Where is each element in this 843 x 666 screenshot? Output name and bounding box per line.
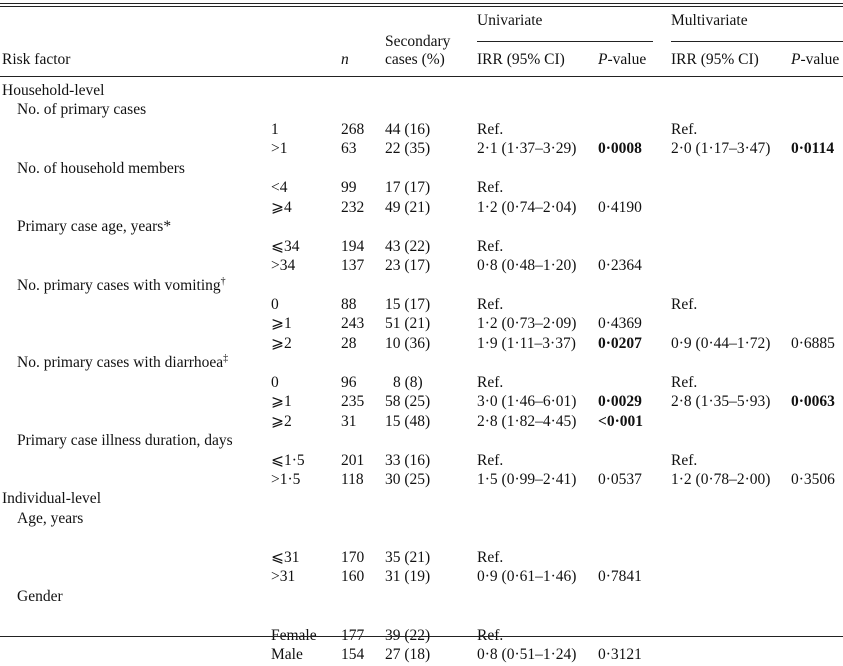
factor-row (0, 101, 843, 121)
table-row (0, 257, 843, 277)
p-value-univariate-cell: 0·4369 (598, 315, 642, 333)
level-cell: 0 (271, 295, 279, 313)
table-row (0, 646, 843, 666)
p-value-univariate-cell: 0·7841 (598, 568, 642, 586)
level-cell: ⩾1 (271, 315, 292, 333)
header-secondary-line1: Secondary (385, 33, 451, 50)
p-value-univariate-cell: 0·0029 (598, 393, 642, 411)
top-rule-1 (0, 3, 843, 4)
factor-row (0, 277, 843, 297)
table-row (0, 549, 843, 569)
secondary-cases-cell: 49 (21) (385, 198, 431, 216)
p-value-multivariate-cell: 0·0114 (791, 140, 835, 158)
header-irr-multivariate: IRR (95% CI) (671, 51, 759, 68)
secondary-cases-cell: 27 (18) (385, 646, 431, 664)
n-cell: 118 (341, 471, 364, 488)
factor-label: Gender (17, 587, 63, 605)
secondary-cases-cell: 10 (36) (385, 334, 431, 352)
level-cell: 1 (271, 120, 279, 138)
n-cell: 137 (341, 257, 365, 275)
factor-label: No. of primary cases (17, 101, 147, 119)
n-cell: 243 (341, 315, 365, 333)
irr-multivariate-cell: Ref. (671, 120, 698, 138)
p-value-univariate-cell: 0·0207 (598, 334, 642, 352)
p-value-univariate-cell: 0·0008 (598, 140, 642, 158)
irr-univariate-cell: Ref. (477, 451, 504, 469)
irr-univariate-cell: 0·9 (0·61–1·46) (477, 568, 577, 586)
factor-label: Primary case age, years* (17, 218, 172, 236)
p-value-multivariate-cell: 0·0063 (791, 393, 835, 411)
n-cell: 170 (341, 548, 365, 566)
n-cell: 63 (341, 140, 357, 158)
level-cell: >31 (271, 568, 296, 586)
secondary-cases-cell: 39 (22) (385, 626, 431, 644)
n-cell: 194 (341, 237, 365, 255)
secondary-cases-cell: 51 (21) (385, 315, 431, 333)
level-cell: 0 (271, 373, 279, 391)
level-cell: >1·5 (271, 471, 301, 488)
table-row (0, 374, 843, 394)
level-cell: ⩾2 (271, 334, 292, 352)
n-cell: 232 (341, 198, 365, 216)
irr-univariate-cell: Ref. (477, 120, 504, 138)
irr-multivariate-cell: 2·8 (1·35–5·93) (671, 393, 771, 411)
n-cell: 99 (341, 179, 357, 197)
irr-multivariate-cell: Ref. (671, 451, 698, 469)
secondary-cases-cell: 15 (48) (385, 412, 431, 430)
n-cell: 88 (341, 295, 357, 313)
factor-row (0, 588, 843, 608)
irr-univariate-cell: Ref. (477, 179, 504, 197)
irr-multivariate-cell: 1·2 (0·78–2·00) (671, 471, 771, 488)
irr-univariate-cell: Ref. (477, 626, 504, 644)
level-cell: ⩽1·5 (271, 451, 305, 469)
secondary-cases-cell: 31 (19) (385, 568, 431, 586)
n-cell: 96 (341, 373, 357, 391)
bottom-rule (0, 636, 843, 637)
section-label: Household-level (2, 82, 105, 99)
level-cell: >1 (271, 140, 288, 158)
factor-label: No. primary cases with vomiting† (17, 275, 226, 294)
secondary-cases-cell: 44 (16) (385, 120, 431, 138)
factor-label: No. of household members (17, 159, 185, 177)
p-value-multivariate-cell: 0·6885 (791, 334, 835, 352)
p-suffix: -value (607, 51, 647, 68)
n-cell: 201 (341, 451, 365, 469)
irr-multivariate-cell: 0·9 (0·44–1·72) (671, 334, 771, 352)
section-row (0, 82, 843, 102)
secondary-cases-cell: 33 (16) (385, 451, 431, 469)
n-cell: 268 (341, 120, 365, 138)
level-cell: ⩾2 (271, 412, 292, 430)
table-row (0, 471, 843, 491)
table-row (0, 238, 843, 258)
level-cell: <4 (271, 179, 288, 197)
header-irr-univariate: IRR (95% CI) (477, 51, 565, 68)
table-row (0, 393, 843, 413)
table-row (0, 335, 843, 355)
table-row (0, 199, 843, 219)
factor-row (0, 160, 843, 180)
irr-univariate-cell: 1·2 (0·73–2·09) (477, 315, 577, 333)
secondary-cases-cell: 15 (17) (385, 295, 431, 313)
level-cell: ⩾1 (271, 393, 292, 411)
level-cell: ⩽31 (271, 548, 300, 566)
header-bottom-rule (0, 76, 843, 77)
spacer-row (0, 607, 843, 627)
top-rule-2 (0, 6, 843, 7)
table-row (0, 296, 843, 316)
n-cell: 177 (341, 626, 365, 644)
header-multivariate: Multivariate (671, 12, 748, 29)
secondary-cases-cell: 8 (8) (393, 373, 423, 391)
level-cell: >34 (271, 257, 296, 275)
spacer-row (0, 529, 843, 549)
table-row (0, 452, 843, 472)
irr-multivariate-cell: Ref. (671, 295, 698, 313)
header-univariate: Univariate (477, 12, 543, 29)
secondary-cases-cell: 23 (17) (385, 257, 431, 275)
irr-multivariate-cell: 2·0 (1·17–3·47) (671, 140, 771, 158)
irr-univariate-cell: Ref. (477, 373, 504, 391)
irr-univariate-cell: 0·8 (0·51–1·24) (477, 646, 577, 664)
factor-label: Primary case illness duration, days (17, 432, 233, 450)
p-value-univariate-cell: 0·0537 (598, 471, 642, 488)
level-cell: Female (271, 626, 317, 644)
p-value-univariate-cell: <0·001 (598, 412, 644, 430)
irr-univariate-cell: 1·9 (1·11–3·37) (477, 334, 576, 352)
header-p-value-univariate (598, 51, 646, 69)
irr-univariate-cell: 1·2 (0·74–2·04) (477, 198, 577, 216)
irr-univariate-cell: Ref. (477, 295, 504, 313)
p-value-univariate-cell: 0·3121 (598, 646, 642, 664)
header-risk-factor: Risk factor (2, 51, 71, 68)
irr-univariate-cell: 3·0 (1·46–6·01) (477, 393, 577, 411)
factor-label: Age, years (17, 509, 84, 527)
table-row (0, 140, 843, 160)
p-italic: P (598, 51, 608, 68)
footnote-marker: ‡ (223, 353, 229, 365)
secondary-cases-cell: 30 (25) (385, 471, 431, 488)
p-value-univariate-cell: 0·2364 (598, 257, 642, 275)
irr-univariate-cell: 1·5 (0·99–2·41) (477, 471, 577, 488)
factor-label: No. primary cases with diarrhoea‡ (17, 353, 229, 372)
level-cell: Male (271, 646, 303, 664)
section-label: Individual-level (2, 490, 101, 508)
irr-univariate-cell: Ref. (477, 548, 504, 566)
secondary-cases-cell: 17 (17) (385, 179, 431, 197)
level-cell: ⩾4 (271, 198, 292, 216)
p-suffix: -value (800, 51, 840, 68)
level-cell: ⩽34 (271, 237, 300, 255)
footnote-marker: † (220, 275, 226, 287)
secondary-cases-cell: 43 (22) (385, 237, 431, 255)
table-row (0, 413, 843, 433)
irr-univariate-cell: 2·8 (1·82–4·45) (477, 412, 577, 430)
header-secondary-line2: cases (%) (385, 51, 445, 68)
multivariate-span-rule (671, 41, 843, 42)
section-row (0, 490, 843, 510)
irr-univariate-cell: 2·1 (1·37–3·29) (477, 140, 577, 158)
n-cell: 160 (341, 568, 365, 586)
table-row (0, 568, 843, 588)
factor-row (0, 218, 843, 238)
header-p-value-multivariate (791, 51, 839, 69)
irr-univariate-cell: Ref. (477, 237, 504, 255)
secondary-cases-cell: 35 (21) (385, 548, 431, 566)
irr-univariate-cell: 0·8 (0·48–1·20) (477, 257, 577, 275)
n-cell: 28 (341, 334, 357, 352)
p-value-multivariate-cell: 0·3506 (791, 471, 835, 488)
n-cell: 154 (341, 646, 365, 664)
factor-row (0, 354, 843, 374)
univariate-span-rule (477, 41, 653, 42)
table-row (0, 315, 843, 335)
factor-row (0, 510, 843, 530)
secondary-cases-cell: 22 (35) (385, 140, 431, 158)
n-cell: 31 (341, 412, 357, 430)
secondary-cases-cell: 58 (25) (385, 393, 431, 411)
p-value-univariate-cell: 0·4190 (598, 198, 642, 216)
table-row (0, 179, 843, 199)
n-cell: 235 (341, 393, 365, 411)
irr-multivariate-cell: Ref. (671, 373, 698, 391)
header-n: n (341, 51, 349, 68)
factor-row (0, 432, 843, 452)
p-italic: P (791, 51, 801, 68)
table-row (0, 121, 843, 141)
